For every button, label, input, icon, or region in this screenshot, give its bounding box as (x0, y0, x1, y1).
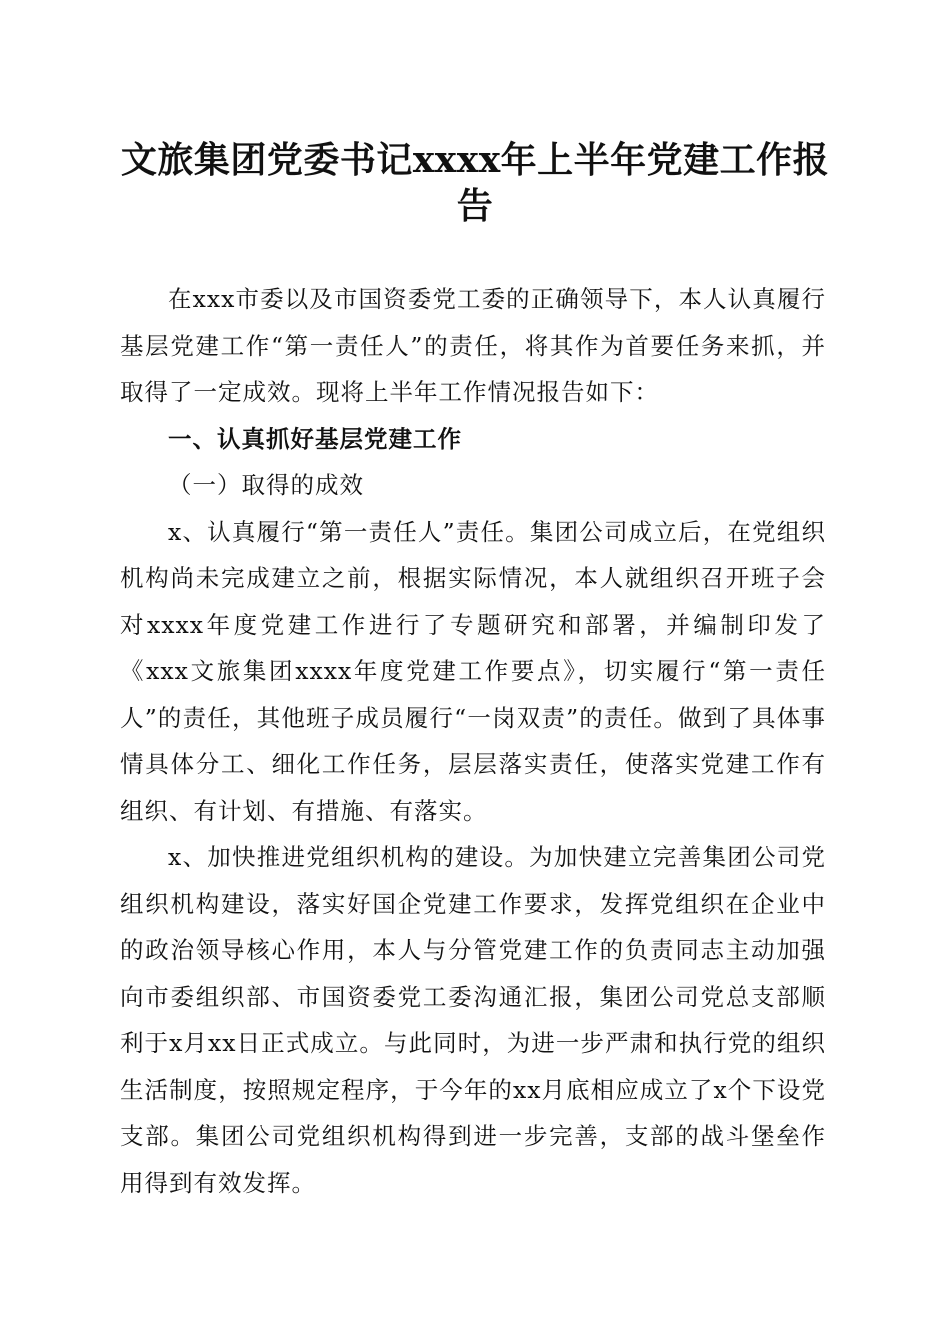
body-paragraph-2: x、加快推进党组织机构的建设。为加快建立完善集团公司党组织机构建设，落实好国企党建工作要求，发挥党组织在企业中的政治领导核心作用，本人与分管党建工作的负责同志主动加强向市委组织部、市国资委党工委沟通汇报，集团公司党总支部顺利于x月xx日正式成立。与此同时，为进一步严肃和执行党的组织生活制度，按照规定程序，于今年的xx月底相应成立了x个下设党支部。集团公司党组织机构得到进一步完善，支部的战斗堡垒作用得到有效发挥。 (120, 843, 826, 1197)
document-body (120, 276, 826, 1206)
document-title: 文旅集团党委书记xxxx年上半年党建工作报告 (120, 139, 830, 227)
intro-paragraph: 在xxx市委以及市国资委党工委的正确领导下，本人认真履行基层党建工作“第一责任人”的责任，将其作为首要任务来抓，并取得了一定成效。现将上半年工作情况报告如下： (120, 285, 826, 406)
subsection-heading: （一）取得的成效 (168, 471, 364, 499)
section-heading: 一、认真抓好基层党建工作 (168, 424, 462, 453)
body-paragraph-1: x、认真履行“第一责任人”责任。集团公司成立后，在党组织机构尚未完成建立之前，根据实际情况，本人就组织召开班子会对xxxx年度党建工作进行了专题研究和部署，并编制印发了《xxx文旅集团xxxx年度党建工作要点》，切实履行“第一责任人”的责任，其他班子成员履行“一岗双责”的责任。做到了具体事情具体分工、细化工作任务，层层落实责任，使落实党建工作有组织、有计划、有措施、有落实。 (120, 517, 826, 825)
